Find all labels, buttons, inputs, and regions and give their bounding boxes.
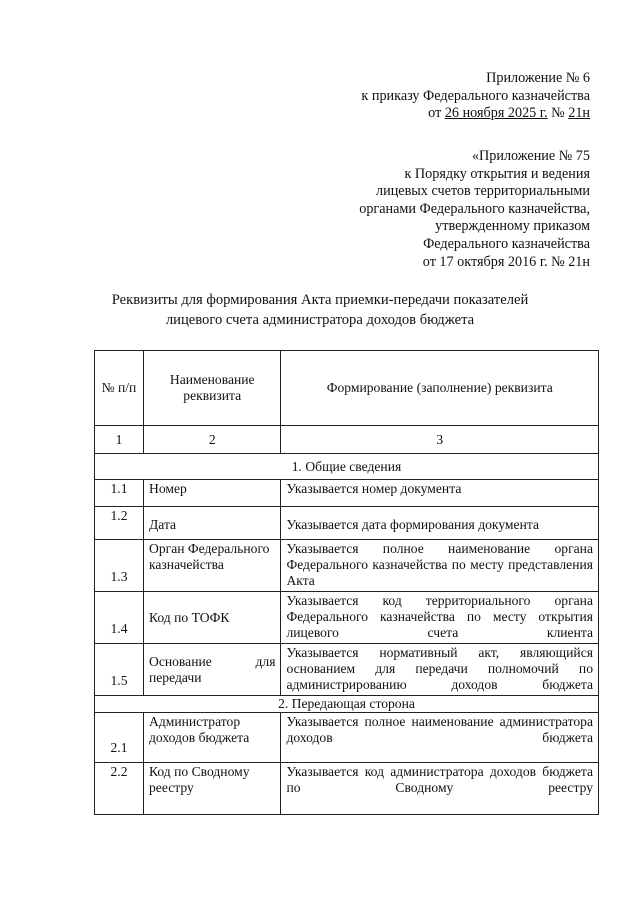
row-number: 2.2: [95, 763, 144, 815]
row-number: 1.1: [95, 480, 144, 507]
section-row: [95, 454, 599, 480]
title-line-2: лицевого счета администратора доходов бюджета: [165, 312, 475, 328]
row-description: Указывается полное наименование органа Федерального казначейства по месту представления Акта: [281, 540, 599, 592]
appendix-number-prefix: №: [547, 105, 569, 122]
appendix-number: 21н: [568, 105, 590, 122]
row-number: 1.2: [95, 507, 144, 540]
table-row: [95, 592, 599, 644]
column-number: 2: [144, 426, 281, 454]
appendix-75-line: лицевых счетов территориальными: [376, 183, 590, 200]
row-number: 1.5: [95, 644, 144, 696]
appendix-75-line: органами Федерального казначейства,: [359, 200, 590, 217]
row-name: Администратор доходов бюджета: [144, 713, 281, 763]
appendix-75-line: «Приложение № 75: [471, 148, 590, 164]
table-row: [95, 480, 599, 507]
row-name: Номер: [144, 480, 281, 507]
column-numbers-row: [95, 426, 599, 454]
row-description: Указывается полное наименование администратора доходов бюджета: [281, 713, 599, 763]
row-name: Код по Сводному реестру: [144, 763, 281, 815]
row-name: Основание для передачи: [144, 644, 281, 696]
table-row: [95, 713, 599, 763]
document-title: [0, 290, 640, 330]
row-name: Орган Федерального казначейства: [144, 540, 281, 592]
appendix-line-3: [361, 105, 590, 123]
table-row: [95, 507, 599, 540]
section-row: [95, 696, 599, 713]
appendix-header: [361, 70, 590, 123]
row-description: Указывается номер документа: [281, 480, 599, 507]
row-number: 1.4: [95, 592, 144, 644]
column-number: 1: [95, 426, 144, 454]
row-description: Указывается код территориального органа Федерального казначейства по месту открытия лицевого счета клиента: [281, 592, 599, 644]
appendix-date: 26 ноября 2025 г.: [444, 105, 548, 122]
appendix-line-2: к приказу Федерального казначейства: [361, 87, 590, 104]
header-number: № п/п: [95, 351, 144, 426]
requisites-table: [94, 350, 599, 815]
table-row: [95, 540, 599, 592]
header-filling: Формирование (заполнение) реквизита: [281, 351, 599, 426]
appendix-75-header: [359, 148, 590, 271]
section-transferring: 2. Передающая сторона: [95, 696, 599, 713]
section-general: 1. Общие сведения: [95, 454, 599, 480]
appendix-date-prefix: от: [428, 105, 445, 122]
table-header-row: [95, 351, 599, 426]
row-number: 1.3: [95, 540, 144, 592]
column-number: 3: [281, 426, 599, 454]
row-name: Код по ТОФК: [144, 592, 281, 644]
row-description: Указывается код администратора доходов бюджета по Сводному реестру: [281, 763, 599, 815]
appendix-75-line: Федерального казначейства: [423, 235, 590, 252]
title-line-1: Реквизиты для формирования Акта приемки-передачи показателей: [111, 292, 529, 308]
appendix-75-line: от 17 октября 2016 г. № 21н: [422, 253, 590, 270]
header-name: Наименование реквизита: [144, 351, 281, 426]
row-name: Дата: [144, 507, 281, 540]
table-row: [95, 644, 599, 696]
table-row: [95, 763, 599, 815]
appendix-75-line: к Порядку открытия и ведения: [404, 165, 590, 182]
row-number: 2.1: [95, 713, 144, 763]
row-description: Указывается нормативный акт, являющийся основанием для передачи полномочий по администрированию доходов бюджета: [281, 644, 599, 696]
appendix-75-line: утвержденному приказом: [435, 218, 590, 235]
row-description: Указывается дата формирования документа: [281, 507, 599, 540]
appendix-line-1: Приложение № 6: [486, 70, 590, 86]
